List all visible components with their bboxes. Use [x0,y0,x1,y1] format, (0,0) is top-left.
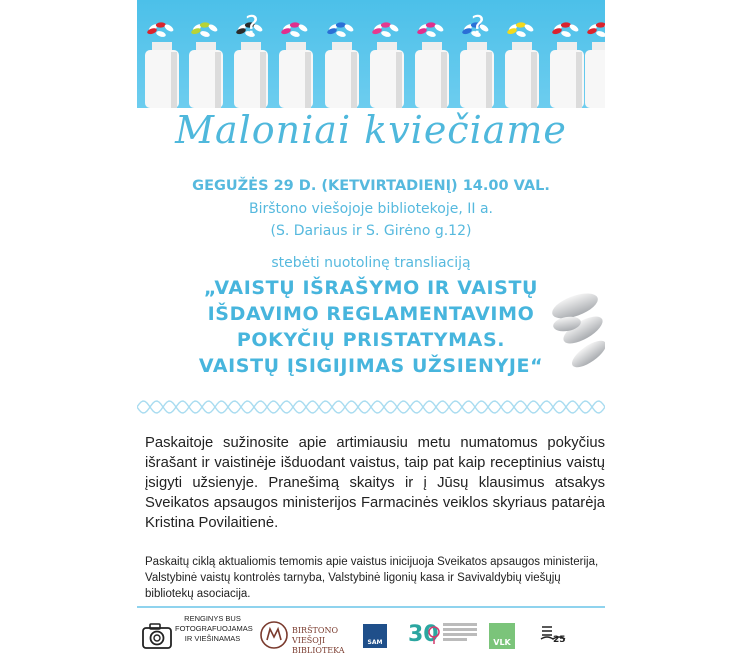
pill-icon [156,22,166,28]
library-association-logo [539,623,567,649]
pill-icon [380,30,391,38]
bottle-neck [286,42,306,50]
bottle-shadow [171,52,177,108]
pill-icon [426,22,436,28]
venue-line-1: Birštono viešojoje bibliotekoje, II a. [249,201,493,217]
anniversary-logo: 30 [408,622,439,647]
pill-icon [199,30,210,38]
pill-icon [560,30,571,38]
script-title: Maloniai kviečiame [175,108,567,152]
pill-bottles-banner [137,0,605,108]
pill-icon [200,22,210,28]
bottle-shadow [396,52,402,108]
bottle-shadow [576,52,582,108]
bottle-neck [422,42,442,50]
pill-icon [561,22,571,28]
sam-logo: SAM [363,624,387,648]
event-date-time: GEGUŽĖS 29 D. (KETVIRTADIENĮ) 14.00 VAL. [192,178,550,194]
bottle-shadow [441,52,447,108]
bottle-shadow [531,52,537,108]
talk-title-line-2: IŠDAVIMO REGLAMENTAVIMO [207,303,535,325]
bottle-shadow [260,52,266,108]
bottle-neck [592,42,605,50]
talk-title [137,275,605,379]
talk-title-line-1: „VAISTŲ IŠRAŠYMO IR VAISTŲ [203,277,539,299]
bottle-neck [557,42,577,50]
birstonas-logo-text: BIRŠTONO VIEŠOJI BIBLIOTEKA [292,626,345,655]
photo-notice: RENGINYS BUS FOTOGRAFUOJAMAS IR VIEŠINAMAS [175,614,253,643]
bottle-shadow [305,52,311,108]
lecture-description: Paskaitoje sužinosite apie artimiausiu metu numatomus pokyčius išrašant ir vaistinėje išduodant vaistus, taip pat kaip receptinius vaistų įsigyti užsienyje. Pranešimą skaitys ir į Jūsų klausimus atsakys Sveikatos apsaugos ministerijos Farmacinės veiklos skyriaus patarėja Kristina Povilaitienė. [145,435,605,531]
question-mark-icon: ? [471,11,485,41]
library-association-number: 25 [553,635,566,645]
pill-icon [516,22,526,28]
bottle-neck [332,42,352,50]
pill-icon [289,30,300,38]
pill-icon [336,22,346,28]
tablets-illustration [549,288,605,368]
footer-logos [137,614,605,656]
bottle-shadow [351,52,357,108]
pill-icon [595,30,605,38]
bottle-neck [196,42,216,50]
bottle-neck [241,42,261,50]
pill-icon [596,22,605,28]
vlk-logo: VLK [489,623,515,649]
bottle-neck [467,42,487,50]
bottle-shadow [486,52,492,108]
venue-line-2: (S. Dariaus ir S. Girėno g.12) [270,223,472,239]
anniversary-emblem-icon [427,624,441,646]
pill-bottle [585,50,605,108]
pill-icon [381,22,391,28]
pill-icon [335,30,346,38]
birstonas-library-logo [259,620,289,650]
question-mark-icon: ? [245,11,259,41]
pill-icon [515,30,526,38]
camera-icon [141,622,173,650]
pill-icon [290,22,300,28]
pill-icon [155,30,166,38]
anniversary-small-print [443,623,477,641]
watch-stream-line: stebėti nuotolinę transliaciją [271,255,471,271]
footer-divider [137,606,605,608]
invitation-poster [137,0,605,656]
bottle-shadow [215,52,221,108]
lecture-series-note: Paskaitų ciklą aktualiomis temomis apie vaistus inicijuoja Sveikatos apsaugos ministerija, Valstybinė vaistų kontrolės tarnyba, Valstybinė ligonių kasa ir Savivaldybių viešųjų bibliotekų asociacija. [145,556,599,600]
pill-bottles-illustration [137,0,605,108]
bottle-neck [377,42,397,50]
decorative-waves [137,395,605,425]
bottle-neck [152,42,172,50]
talk-title-line-3: POKYČIŲ PRISTATYMAS. [236,329,506,351]
pill-icon [425,30,436,38]
bottle-neck [512,42,532,50]
talk-title-line-4: VAISTŲ ĮSIGIJIMAS UŽSIENYJE“ [198,355,544,377]
